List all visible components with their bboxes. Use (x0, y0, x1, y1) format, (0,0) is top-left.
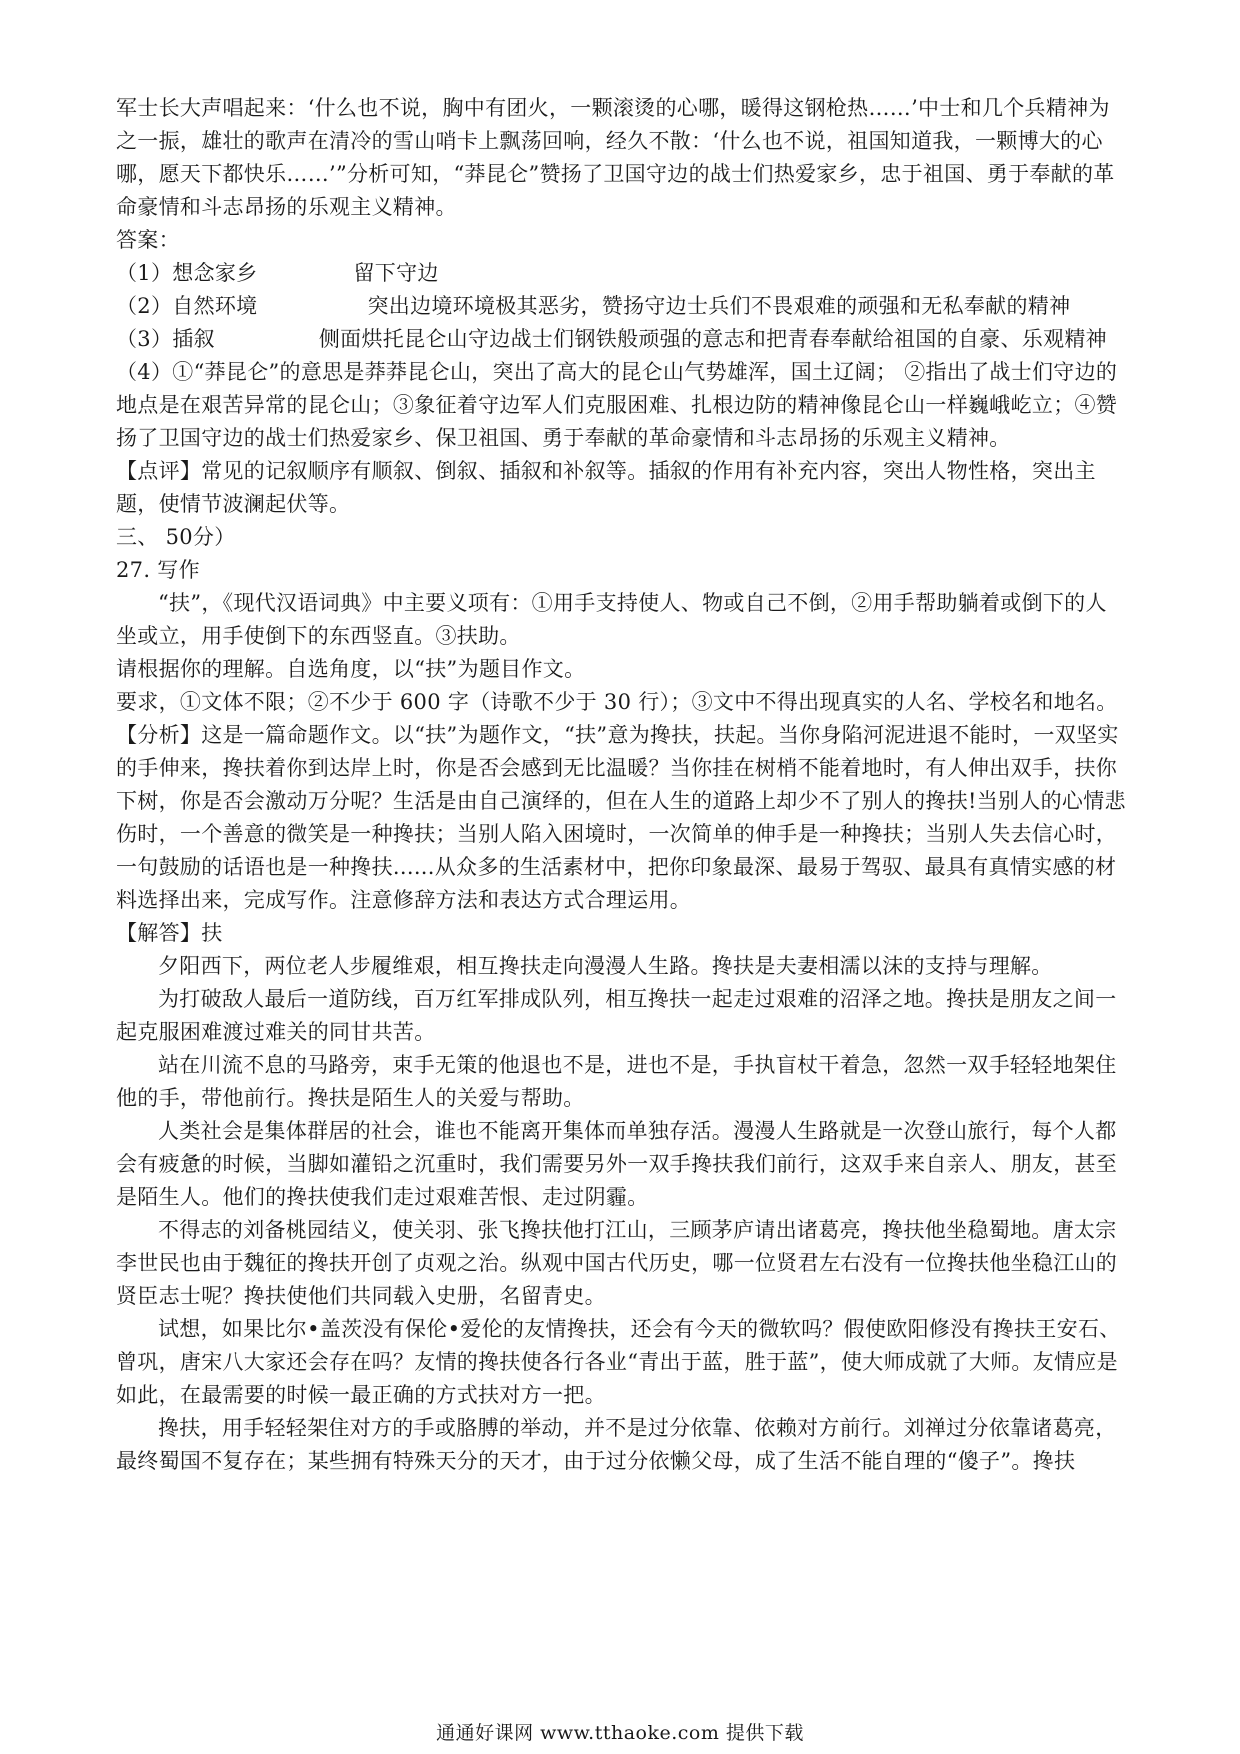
question-27-requirements: 要求，①文体不限；②不少于 600 字（诗歌不少于 30 行）；③文中不得出现真实的人名、学校名和地名。 (116, 690, 1118, 714)
answer-number: （3） (116, 327, 173, 351)
essay-paragraph: 为打破敌人最后一道防线，百万红军排成队列，相互搀扶一起走过艰难的沼泽之地。搀扶是朋友之间一起克服困难渡过难关的同甘共苦。 (116, 987, 1117, 1044)
essay-paragraph: 不得志的刘备桃园结义，使关羽、张飞搀扶他打江山，三顾茅庐请出诸葛亮，搀扶他坐稳蜀地。唐太宗李世民也由于魏征的搀扶开创了贞观之治。纵观中国古代历史，哪一位贤君左右没有一位搀扶他坐稳江山的贤臣志士呢？搀扶使他们共同载入史册，名留青史。 (116, 1218, 1118, 1308)
answer-part-b: 侧面烘托昆仑山守边战士们钢铁般顽强的意志和把青春奉献给祖国的自豪、乐观精神 (318, 327, 1107, 351)
essay-paragraph: 试想，如果比尔•盖茨没有保伦•爱伦的友情搀扶，还会有今天的微软吗？假使欧阳修没有搀扶王安石、曾巩，唐宋八大家还会存在吗？友情的搀扶使各行各业“青出于蓝，胜于蓝”，使大师成就了大师。友情应是如此，在最需要的时候一最正确的方式扶对方一把。 (116, 1317, 1121, 1407)
answer-part-a: ①“莽昆仑”的意思是莽莽昆仑山，突出了高大的昆仑山气势雄浑，国土辽阔； ②指出了战士们守边的地点是在艰苦异常的昆仑山；③象征着守边军人们克服困难、扎根边防的精神像昆仑山一样巍峨屹立；④赞扬了卫国守边的战士们热爱家乡、保卫祖国、勇于奉献的革命豪情和斗志昂扬的乐观主义精神。 (116, 360, 1118, 450)
answer-heading: 【解答】扶 (116, 921, 223, 945)
question-27-prompt: 请根据你的理解。自选角度，以“扶”为题目作文。 (116, 657, 586, 681)
essay-paragraph: 夕阳西下，两位老人步履维艰，相互搀扶走向漫漫人生路。搀扶是夫妻相濡以沫的支持与理解。 (158, 954, 1053, 978)
answer-part-a: 插叙 (172, 327, 215, 351)
answer-part-b: 留下守边 (353, 261, 439, 285)
question-27-definition: “扶”，《现代汉语词典》中主要义项有：①用手支持使人、物或自己不倒，②用手帮助躺着或倒下的人坐或立，用手使倒下的东西竖直。③扶助。 (116, 591, 1107, 648)
answer-part-b: 突出边境环境极其恶劣，赞扬守边士兵们不畏艰难的顽强和无私奉献的精神 (367, 294, 1071, 318)
answer-number: （4） (116, 360, 173, 384)
answer-part-a: 自然环境 (172, 294, 258, 318)
question-27-title: 27. 写作 (116, 558, 200, 582)
essay-paragraph: 站在川流不息的马路旁，束手无策的他退也不是，进也不是，手执盲杖干着急，忽然一双手轻轻地架住他的手，带他前行。搀扶是陌生人的关爱与帮助。 (116, 1053, 1117, 1110)
answer-item-4 (116, 356, 1126, 455)
section-heading: 三、 50分） (116, 525, 236, 549)
answer-number: （1） (116, 261, 173, 285)
paragraph-analysis-continued: 军士长大声唱起来：‘什么也不说，胸中有团火，一颗滚烫的心哪，暖得这钢枪热……’中士和几个兵精神为之一振，雄壮的歌声在清冷的雪山哨卡上飘荡回响，经久不散：‘什么也不说，祖国知道我，一颗博大的心哪，愿天下都快乐……’”分析可知，“莽昆仑”赞扬了卫国守边的战士们热爱家乡，忠于祖国、勇于奉献的革命豪情和斗志昂扬的乐观主义精神。 (116, 96, 1115, 219)
answer-item-2 (116, 290, 1126, 323)
answer-label: 答案： (116, 228, 180, 252)
document-body (116, 92, 1126, 1478)
essay-paragraph: 搀扶，用手轻轻架住对方的手或胳膊的举动，并不是过分依靠、依赖对方前行。刘禅过分依靠诸葛亮，最终蜀国不复存在；某些拥有特殊天分的天才，由于过分依懒父母，成了生活不能自理的“傻子”。搀扶 (116, 1416, 1117, 1473)
answer-part-a: 想念家乡 (172, 261, 258, 285)
page-footer: 通通好课网 www.tthaoke.com 提供下载 (436, 1722, 804, 1744)
analysis-paragraph: 【分析】这是一篇命题作文。以“扶”为题作文，“扶”意为搀扶，扶起。当你身陷河泥进退不能时，一双坚实的手伸来，搀扶着你到达岸上时，你是否会感到无比温暖？当你挂在树梢不能着地时，有人伸出双手，扶你下树，你是否会激动万分呢？生活是由自己演绎的，但在人生的道路上却少不了别人的搀扶!当别人的心情悲伤时，一个善意的微笑是一种搀扶；当别人陷入困境时，一次简单的伸手是一种搀扶；当别人失去信心时，一句鼓励的话语也是一种搀扶......从众多的生活素材中，把你印象最深、最易于驾驭、最具有真情实感的材料选择出来，完成写作。注意修辞方法和表达方式合理运用。 (116, 723, 1126, 912)
answer-item-3 (116, 323, 1126, 356)
answer-item-1 (116, 257, 1126, 290)
comment-paragraph: 【点评】常见的记叙顺序有顺叙、倒叙、插叙和补叙等。插叙的作用有补充内容，突出人物性格，突出主题，使情节波澜起伏等。 (116, 459, 1096, 516)
essay-paragraph: 人类社会是集体群居的社会，谁也不能离开集体而单独存活。漫漫人生路就是一次登山旅行，每个人都会有疲惫的时候，当脚如灌铅之沉重时，我们需要另外一双手搀扶我们前行，这双手来自亲人、朋友，甚至是陌生人。他们的搀扶使我们走过艰难苦恨、走过阴霾。 (116, 1119, 1118, 1209)
answer-number: （2） (116, 294, 173, 318)
